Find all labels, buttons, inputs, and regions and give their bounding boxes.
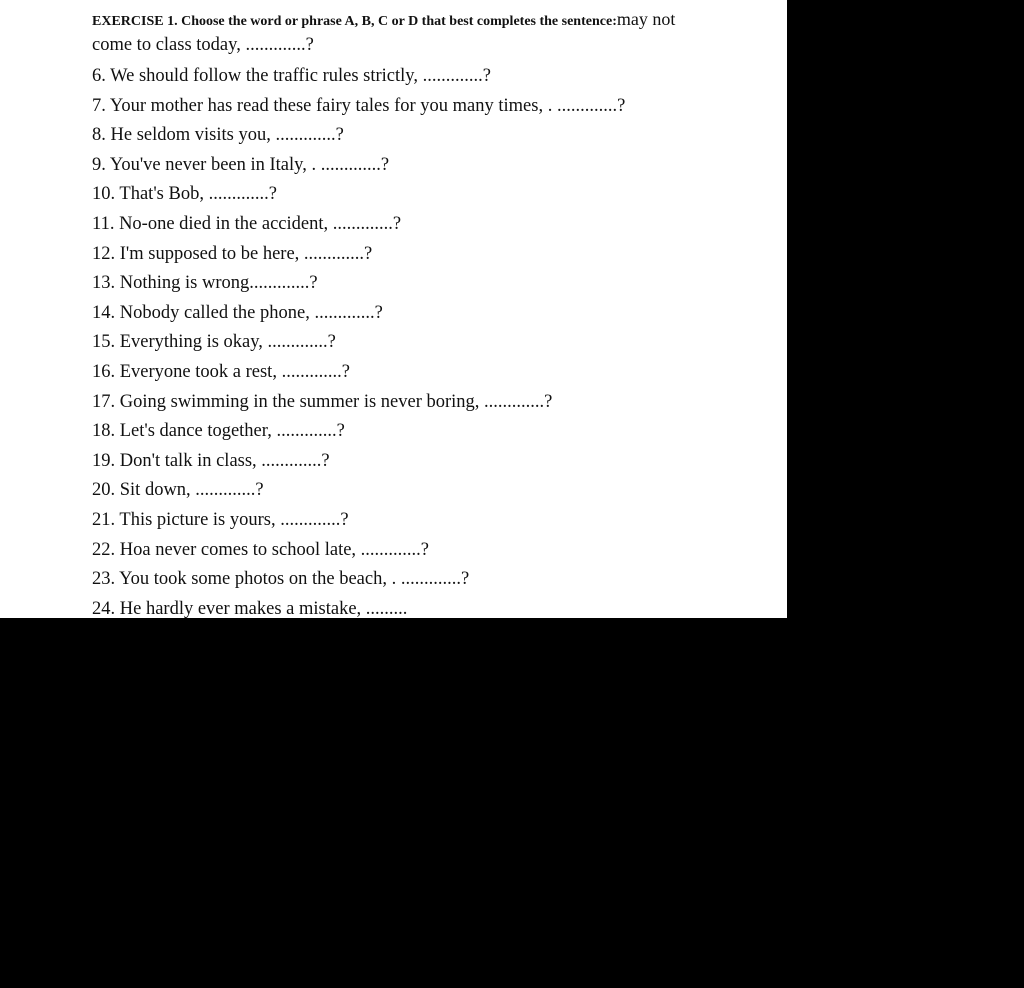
- question-item: 11. No-one died in the accident, .............?: [92, 213, 402, 234]
- question-item: 10. That's Bob, .............?: [92, 184, 277, 205]
- question-item: 21. This picture is yours, .............?: [92, 509, 349, 530]
- exercise-first-sentence: come to class today, .............?: [92, 35, 314, 55]
- question-item: 7. Your mother has read these fairy tales for you many times, . .............?: [92, 95, 626, 116]
- question-item: 14. Nobody called the phone, .............?: [92, 302, 383, 323]
- question-list: [92, 62, 772, 618]
- exercise-title: EXERCISE 1. Choose the word or phrase A, B, C or D that best completes the sentence:: [92, 14, 617, 29]
- question-item: 9. You've never been in Italy, . .............?: [92, 154, 390, 175]
- question-item: 16. Everyone took a rest, .............?: [92, 361, 350, 382]
- question-item: 6. We should follow the traffic rules strictly, .............?: [92, 66, 491, 86]
- question-item: 24. He hardly ever makes a mistake, .........: [92, 598, 408, 618]
- question-item: 18. Let's dance together, .............?: [92, 421, 345, 442]
- question-item: 8. He seldom visits you, .............?: [92, 125, 344, 146]
- question-item: 17. Going swimming in the summer is never boring, .............?: [92, 391, 553, 412]
- question-item: 20. Sit down, .............?: [92, 480, 264, 501]
- question-item: 22. Hoa never comes to school late, .............?: [92, 539, 430, 560]
- question-item: 15. Everything is okay, .............?: [92, 332, 336, 353]
- document-page: [0, 0, 787, 618]
- question-item: 12. I'm supposed to be here, .............?: [92, 243, 373, 264]
- question-item: 19. Don't talk in class, .............?: [92, 450, 330, 471]
- exercise-title-tail: may not: [616, 9, 676, 29]
- question-item: 23. You took some photos on the beach, . .............?: [92, 569, 470, 590]
- question-item: 13. Nothing is wrong.............?: [92, 273, 318, 294]
- exercise-content: [92, 8, 772, 618]
- exercise-heading: [92, 8, 772, 33]
